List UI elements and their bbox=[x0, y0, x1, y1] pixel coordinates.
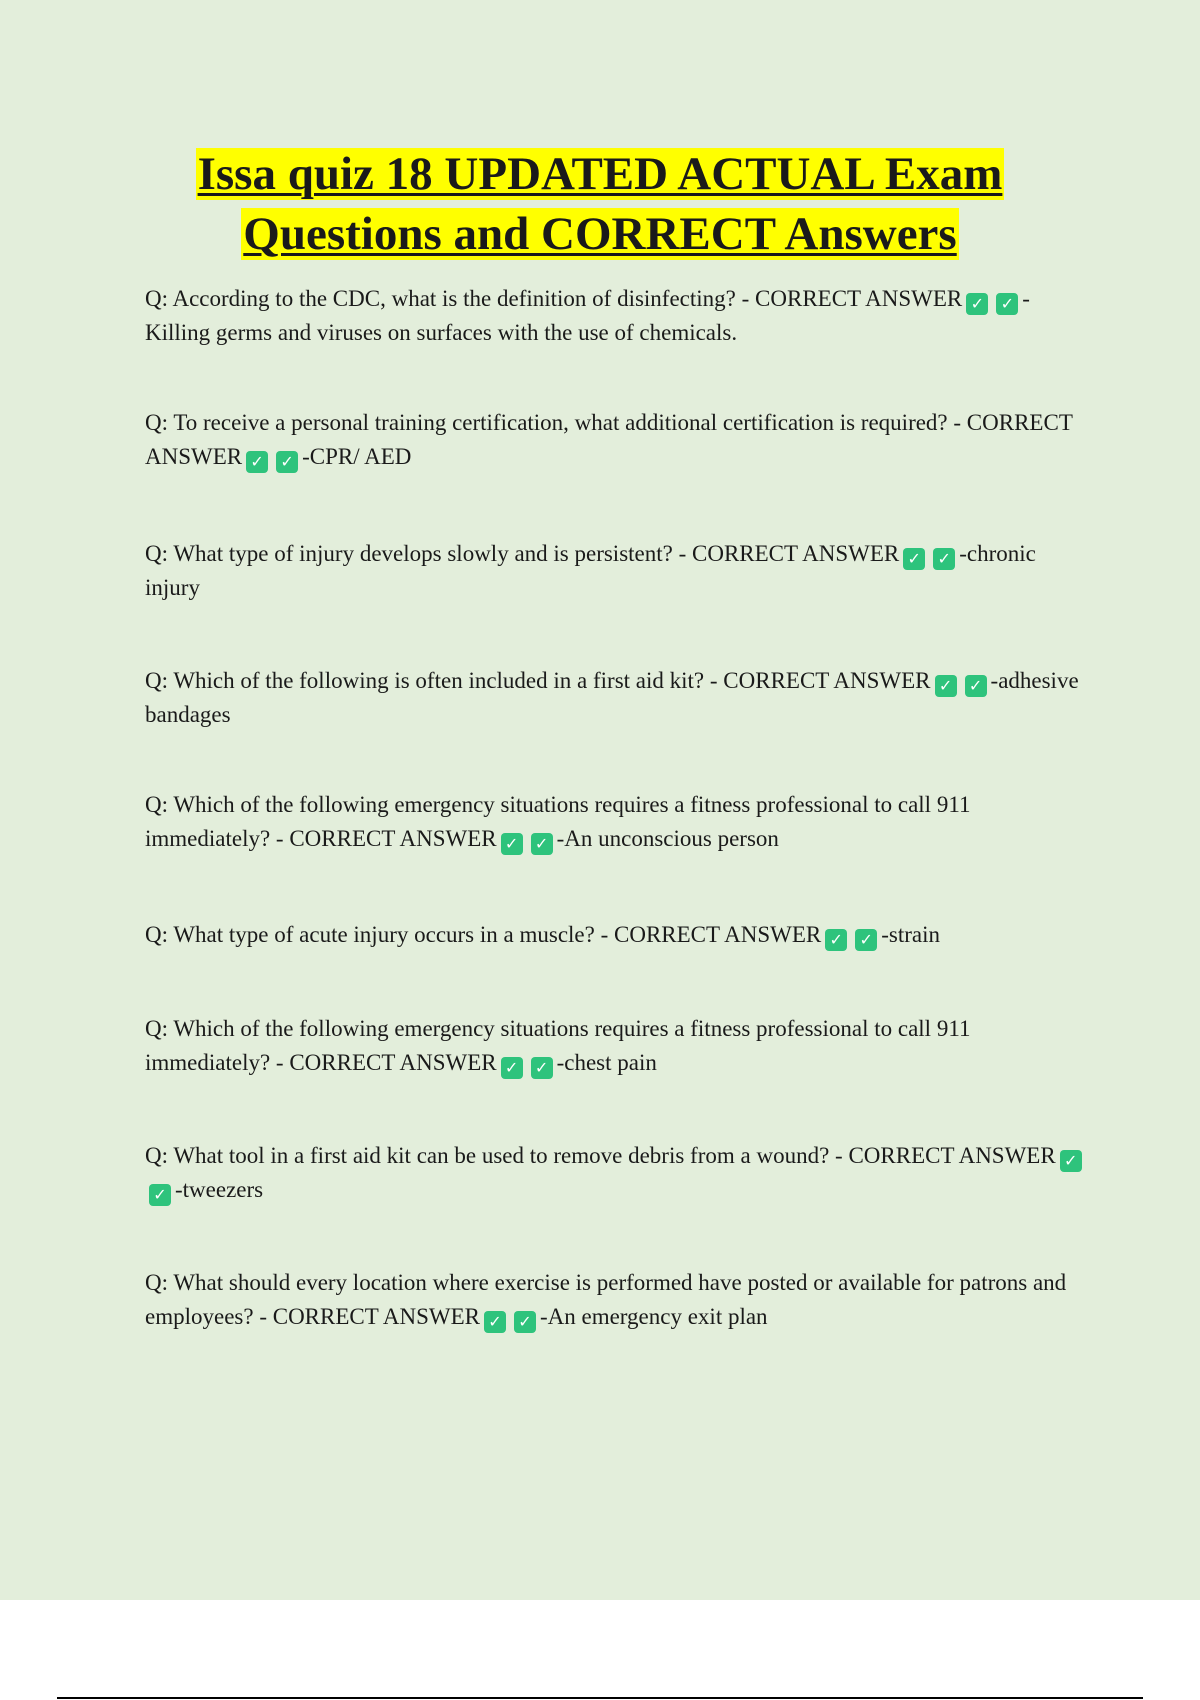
answer-text: -chronic injury bbox=[145, 541, 1036, 600]
question-text: Q: Which of the following emergency situations requires a fitness professional to call 911 immediately? - CORRECT ANSWER bbox=[145, 792, 971, 851]
qa-item bbox=[145, 406, 1095, 474]
answer-text: -chest pain bbox=[556, 1050, 657, 1075]
check-mark-icon: ✓ bbox=[855, 929, 877, 951]
qa-item bbox=[145, 537, 1095, 605]
answer-text: -An unconscious person bbox=[556, 826, 779, 851]
answer-text: -Killing germs and viruses on surfaces with the use of chemicals. bbox=[145, 286, 1030, 345]
check-mark-icon: ✓ bbox=[935, 675, 957, 697]
answer-text: -An emergency exit plan bbox=[539, 1304, 768, 1329]
page-title bbox=[0, 144, 1200, 264]
title-line-2: Questions and CORRECT Answers bbox=[243, 208, 957, 260]
qa-item bbox=[145, 1266, 1095, 1334]
check-mark-icon: ✓ bbox=[514, 1311, 536, 1333]
check-mark-icon: ✓ bbox=[996, 293, 1018, 315]
check-mark-icon: ✓ bbox=[933, 548, 955, 570]
answer-text: -tweezers bbox=[175, 1177, 264, 1202]
qa-item bbox=[145, 788, 1095, 856]
check-mark-icon: ✓ bbox=[531, 1057, 553, 1079]
question-text: Q: What should every location where exercise is performed have posted or available for patrons and employees? - CORRECT ANSWER bbox=[145, 1270, 1067, 1329]
answer-text: -adhesive bandages bbox=[145, 668, 1079, 727]
check-mark-icon: ✓ bbox=[903, 548, 925, 570]
question-text: Q: What type of injury develops slowly and is persistent? - CORRECT ANSWER bbox=[145, 541, 900, 566]
question-text: Q: What type of acute injury occurs in a muscle? - CORRECT ANSWER bbox=[145, 922, 822, 947]
qa-item bbox=[145, 1139, 1095, 1207]
check-mark-icon: ✓ bbox=[825, 929, 847, 951]
answer-text: -strain bbox=[881, 922, 941, 947]
check-mark-icon: ✓ bbox=[965, 675, 987, 697]
question-text: Q: Which of the following emergency situations requires a fitness professional to call 911 immediately? - CORRECT ANSWER bbox=[145, 1016, 971, 1075]
qa-item bbox=[145, 664, 1095, 732]
answer-text: -CPR/ AED bbox=[302, 444, 412, 469]
check-mark-icon: ✓ bbox=[501, 1057, 523, 1079]
qa-item bbox=[145, 1012, 1095, 1080]
check-mark-icon: ✓ bbox=[276, 451, 298, 473]
check-mark-icon: ✓ bbox=[149, 1184, 171, 1206]
title-line-1: Issa quiz 18 UPDATED ACTUAL Exam bbox=[197, 148, 1003, 200]
check-mark-icon: ✓ bbox=[484, 1311, 506, 1333]
check-mark-icon: ✓ bbox=[531, 833, 553, 855]
qa-item bbox=[145, 282, 1095, 350]
question-text: Q: Which of the following is often included in a first aid kit? - CORRECT ANSWER bbox=[145, 668, 931, 693]
question-text: Q: What tool in a first aid kit can be used to remove debris from a wound? - CORRECT ANSWER bbox=[145, 1143, 1056, 1168]
qa-item bbox=[145, 918, 1095, 952]
check-mark-icon: ✓ bbox=[501, 833, 523, 855]
question-text: Q: According to the CDC, what is the definition of disinfecting? - CORRECT ANSWER bbox=[145, 286, 963, 311]
check-mark-icon: ✓ bbox=[966, 293, 988, 315]
check-mark-icon: ✓ bbox=[1060, 1150, 1082, 1172]
check-mark-icon: ✓ bbox=[246, 451, 268, 473]
footer-divider bbox=[57, 1697, 1143, 1699]
question-text: Q: To receive a personal training certification, what additional certification is required? - CORRECT ANSWER bbox=[145, 410, 1073, 469]
